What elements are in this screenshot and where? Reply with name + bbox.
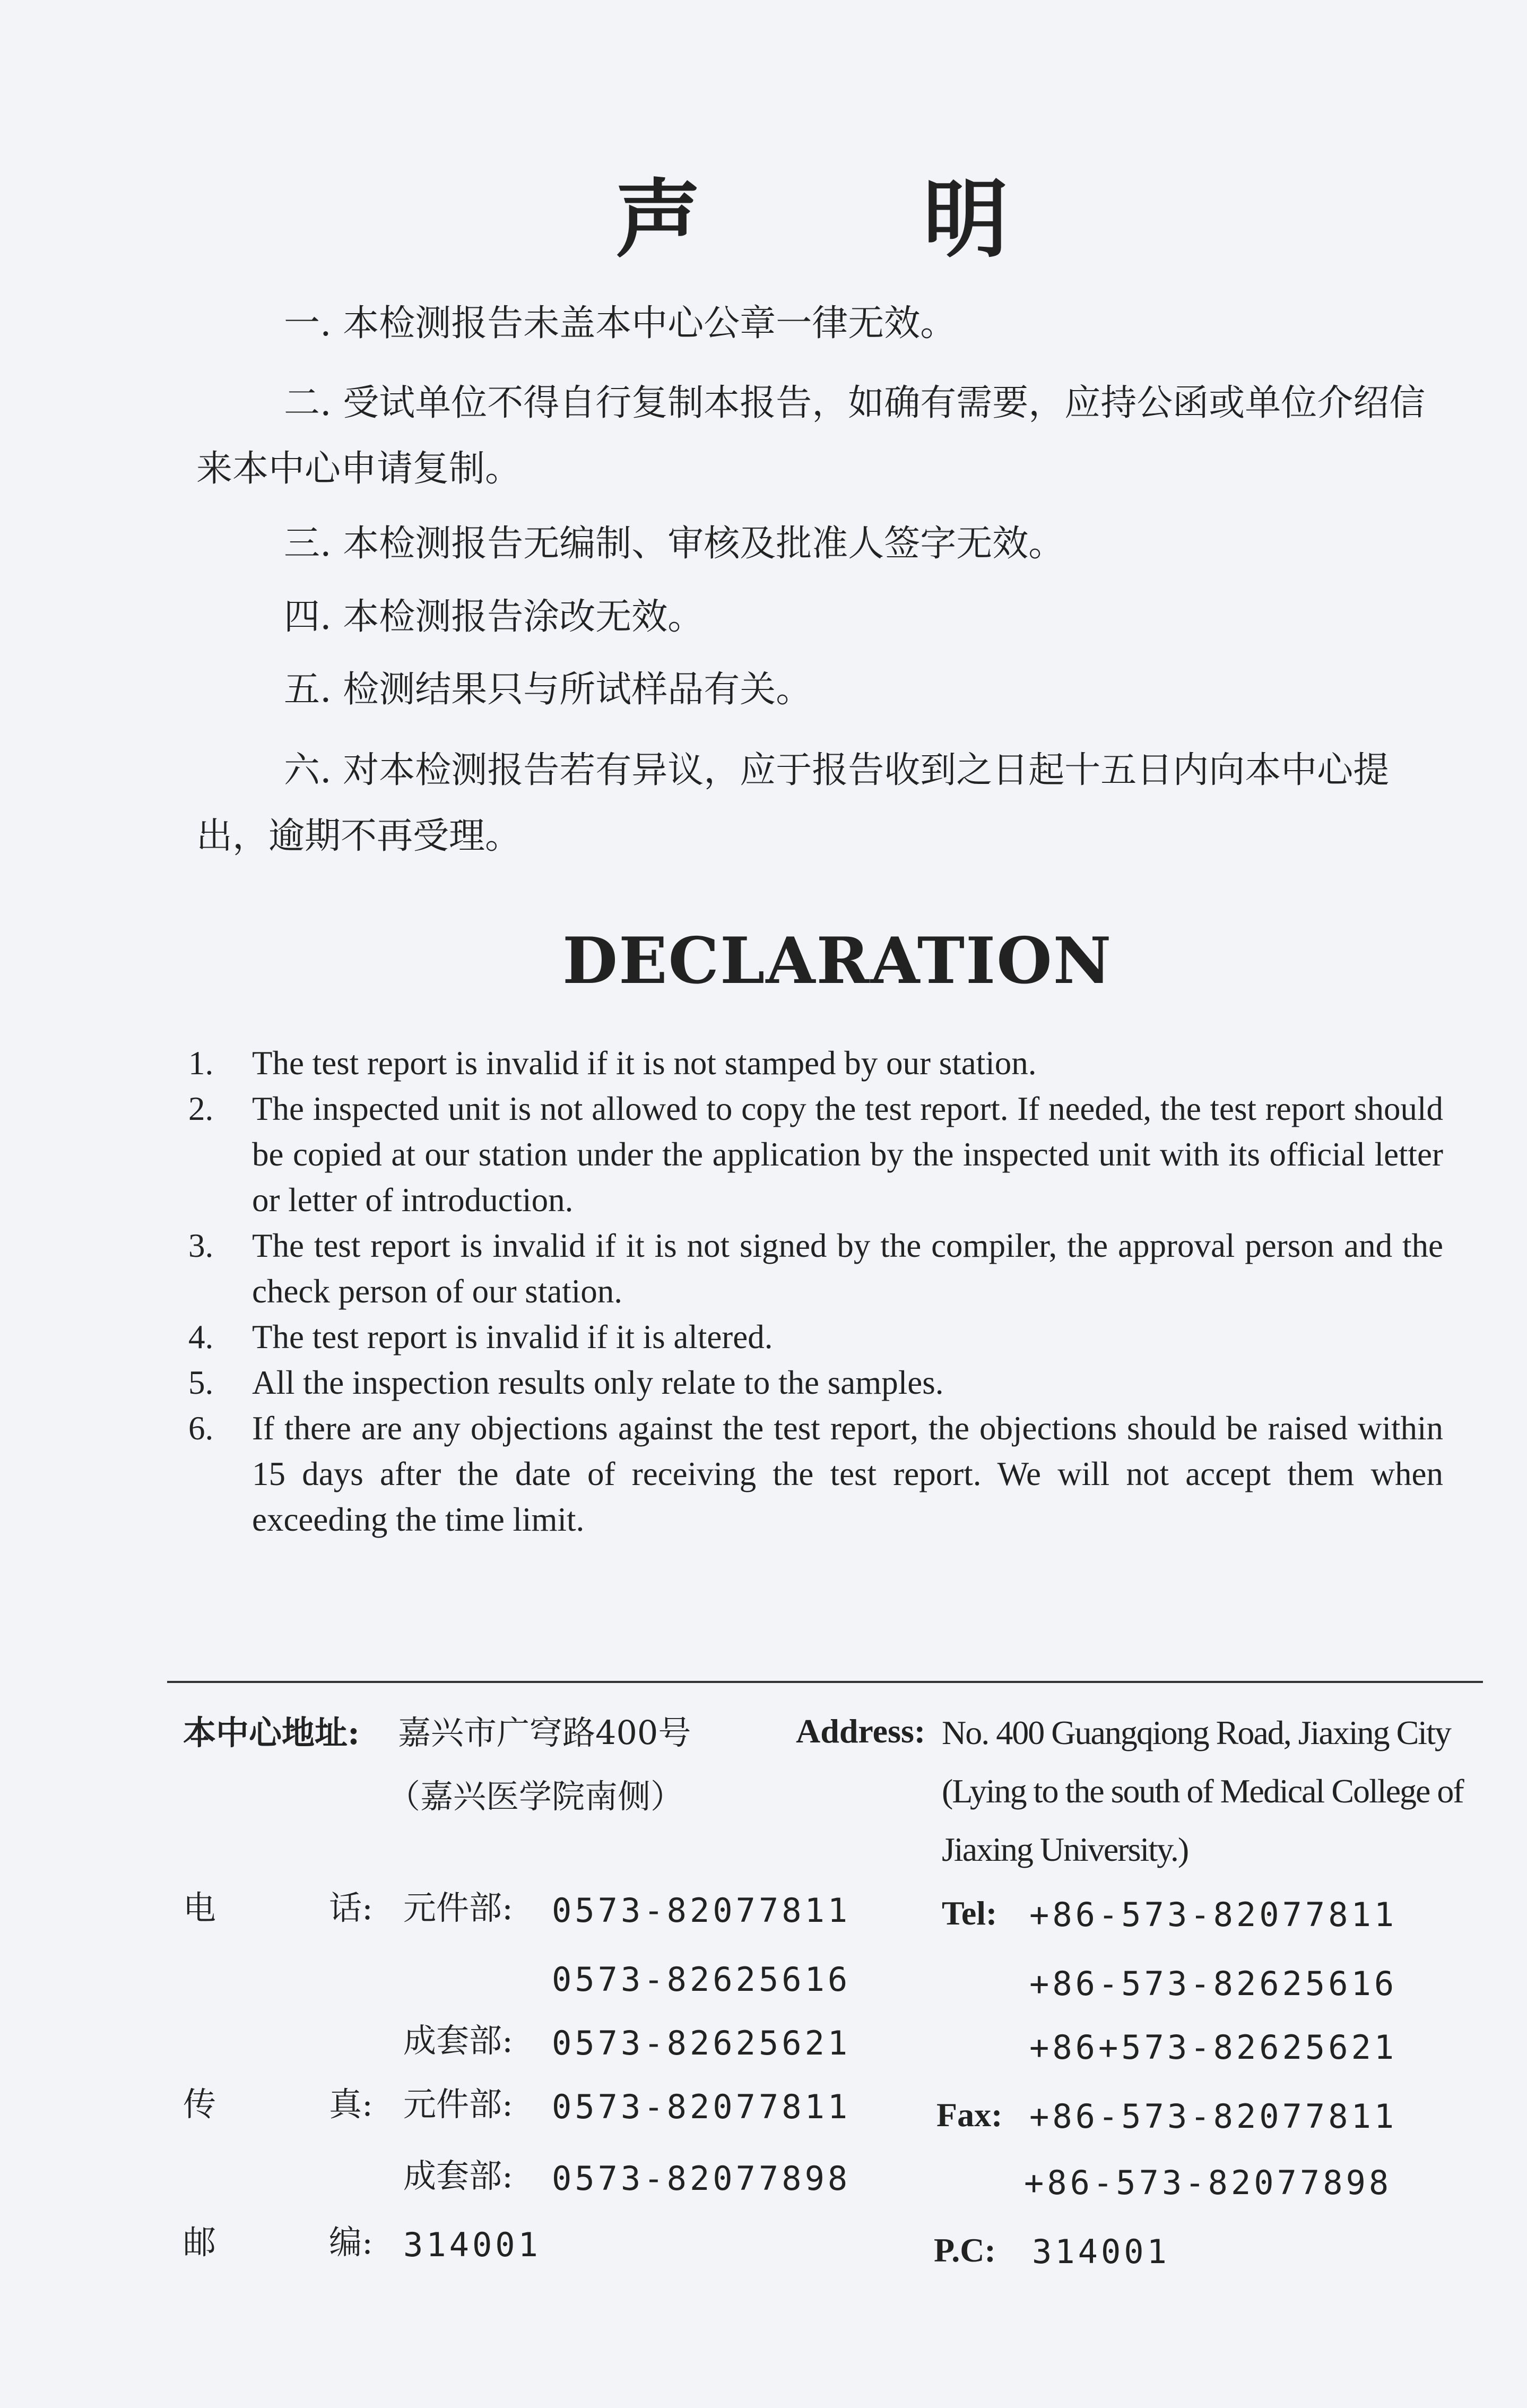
en-fax-label: Fax: [936,2096,1003,2134]
declaration-item [180,1086,1443,1223]
cn-tel-2: 0573-82625616 [552,1960,851,1999]
divider-rule [167,1681,1483,1683]
cn-tel-dept-1: 元件部: [403,1888,513,1927]
declaration-item [180,1360,1443,1405]
declaration-text: The test report is invalid if it is altered. [252,1318,773,1356]
declaration-text: All the inspection results only relate to the samples. [252,1364,944,1401]
cn-tel-label-2: 话: [329,1888,373,1927]
cn-fax-dept-2: 成套部: [403,2156,513,2195]
declaration-item [180,1405,1443,1542]
declaration-text: The inspected unit is not allowed to copy the test report. If needed, the test report should be copied at our station under the application by the inspected unit with its official letter or letter of introduction. [252,1090,1443,1219]
declaration-number: 6. [188,1410,214,1447]
declaration-number: 1. [188,1045,214,1082]
declaration-item [180,1040,1443,1086]
declaration-number: 3. [188,1227,214,1264]
declaration-text: The test report is invalid if it is not stamped by our station. [252,1045,1037,1082]
cn-tel-dept-2: 成套部: [403,2021,513,2060]
cn-tel-1: 0573-82077811 [552,1891,851,1930]
cn-item-4: 四. 本检测报告涂改无效。 [284,596,704,638]
en-tel-3: +86+573-82625621 [1029,2028,1398,2067]
cn-item-6: 六. 对本检测报告若有异议，应于报告收到之日起十五日内向本中心提出，逾期不再受理。 [196,749,1390,857]
declaration-item [180,1223,1443,1314]
cn-fax-1: 0573-82077811 [552,2087,851,2126]
en-fax-1: +86-573-82077811 [1029,2097,1398,2136]
en-tel-1: +86-573-82077811 [1029,1895,1398,1934]
declaration-text: The test report is invalid if it is not signed by the compiler, the approval person and the check person of our station. [252,1227,1443,1310]
declaration-text: If there are any objections against the test report, the objections should be raised within 15 days after the date of receiving the test report. We will not accept them when exceeding the time limit. [252,1410,1443,1538]
en-tel-label: Tel: [942,1894,997,1932]
en-pc-label: P.C: [934,2231,996,2269]
declaration-number: 5. [188,1364,214,1401]
chinese-title [615,159,1008,269]
en-address-line-2: (Lying to the south of Medical College of [942,1772,1463,1810]
cn-tel-3: 0573-82625621 [552,2024,851,2062]
cn-item-5: 五. 检测结果只与所试样品有关。 [284,669,812,711]
en-tel-2: +86-573-82625616 [1029,1964,1398,2003]
cn-fax-label-2: 真: [329,2085,373,2124]
cn-address-label: 本中心地址: [183,1713,360,1752]
declaration-item [180,1314,1443,1360]
cn-pc-label-2: 编: [329,2223,373,2262]
cn-item-1: 一. 本检测报告未盖本中心公章一律无效。 [284,303,957,344]
cn-address: 嘉兴市广穹路400号 [398,1713,691,1752]
cn-fax-2: 0573-82077898 [552,2159,851,2198]
declaration-list [180,1040,1443,1542]
en-address-line-1: No. 400 Guangqiong Road, Jiaxing City [942,1714,1451,1751]
chinese-title-char-1: 声 [615,169,701,269]
cn-fax-dept-1: 元件部: [403,2085,513,2124]
en-postal-code: 314001 [1032,2232,1170,2271]
en-address-label: Address: [796,1712,926,1750]
cn-postal-code: 314001 [403,2225,541,2264]
en-address-line-3: Jiaxing University.) [942,1831,1188,1868]
declaration-number: 2. [188,1090,214,1127]
en-fax-2: +86-573-82077898 [1024,2163,1392,2202]
cn-pc-label-1: 邮 [183,2223,216,2262]
cn-address-note: （嘉兴医学院南侧） [387,1777,684,1816]
chinese-title-char-2: 明 [923,169,1008,269]
cn-tel-label-1: 电 [183,1888,216,1927]
english-title: DECLARATION [562,924,1113,998]
declaration-number: 4. [188,1318,214,1356]
cn-fax-label-1: 传 [183,2085,216,2124]
cn-item-2: 二. 受试单位不得自行复制本报告，如确有需要，应持公函或单位介绍信来本中心申请复制。 [196,382,1426,490]
cn-item-3: 三. 本检测报告无编制、审核及批准人签字无效。 [284,523,1065,565]
